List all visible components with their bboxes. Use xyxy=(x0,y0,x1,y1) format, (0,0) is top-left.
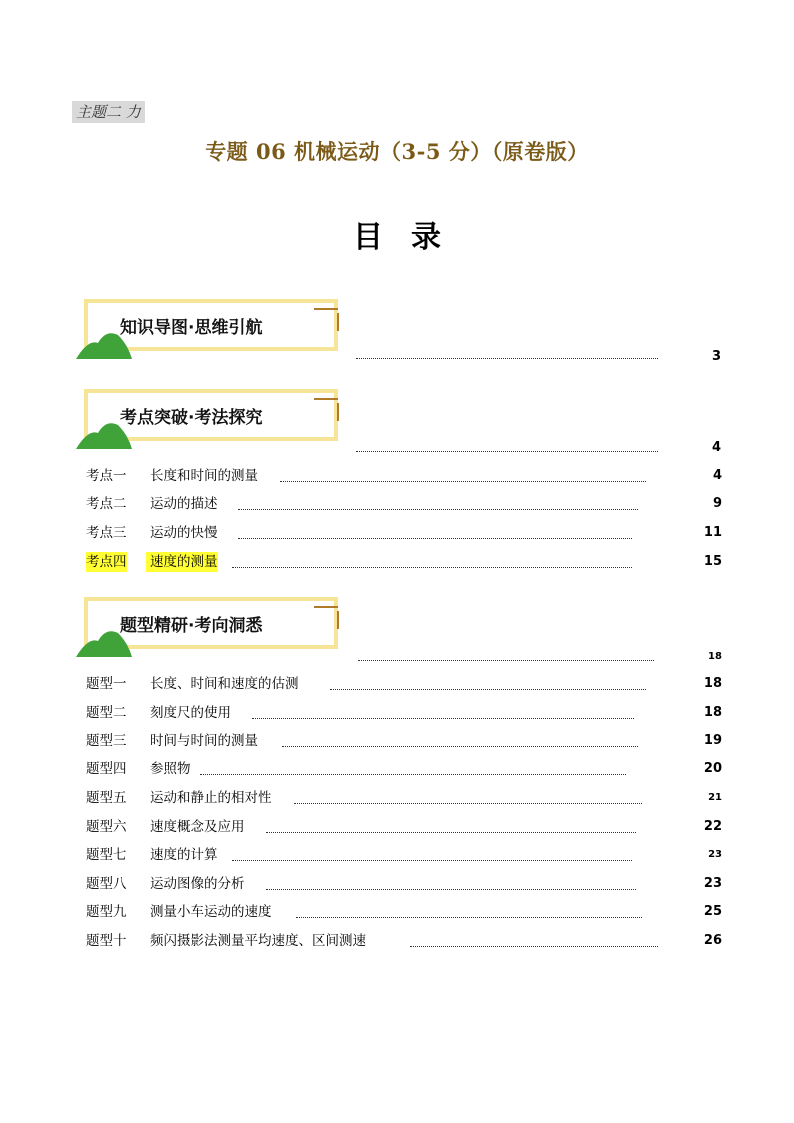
dot-leader xyxy=(282,746,638,747)
dot-leader xyxy=(266,832,636,833)
entry-number: 考点三 xyxy=(86,525,127,541)
entry-number: 题型二 xyxy=(86,705,127,721)
dot-leader xyxy=(330,689,646,690)
entry-title: 速度概念及应用 xyxy=(150,819,245,835)
section-banner-kaodian[interactable] xyxy=(76,389,356,455)
toc-title: 目录 xyxy=(353,220,469,255)
entry-title: 运动图像的分析 xyxy=(150,876,245,892)
entry-number: 考点二 xyxy=(86,496,127,512)
toc-entry[interactable] xyxy=(86,817,722,837)
toc-entry[interactable] xyxy=(86,931,722,951)
entry-title: 长度、时间和速度的估测 xyxy=(150,676,299,692)
toc-entry[interactable] xyxy=(86,788,722,808)
entry-number: 题型三 xyxy=(86,733,127,749)
toc-entry[interactable] xyxy=(86,845,722,865)
entry-number: 题型十 xyxy=(86,933,127,949)
entry-title: 长度和时间的测量 xyxy=(150,468,258,484)
entry-number: 考点四 xyxy=(86,554,127,570)
entry-page: 18 xyxy=(703,705,722,720)
dot-leader xyxy=(356,451,658,452)
dot-leader xyxy=(294,803,642,804)
entry-title: 时间与时间的测量 xyxy=(150,733,258,749)
entry-number: 题型一 xyxy=(86,676,127,692)
section-page-number: 3 xyxy=(712,349,722,364)
section-banner-knowledge-map[interactable] xyxy=(76,299,356,365)
toc-entry[interactable] xyxy=(86,494,722,514)
dot-leader xyxy=(280,481,646,482)
entry-page: 23 xyxy=(708,849,722,860)
entry-page: 9 xyxy=(712,496,722,511)
entry-page: 19 xyxy=(703,733,722,748)
entry-page: 11 xyxy=(703,525,722,540)
entry-title: 速度的计算 xyxy=(150,847,218,863)
toc-entry[interactable] xyxy=(86,523,722,543)
section-banner-tixing[interactable] xyxy=(76,597,356,663)
entry-number: 题型四 xyxy=(86,761,127,777)
entry-number: 考点一 xyxy=(86,468,127,484)
entry-page: 20 xyxy=(703,761,722,776)
section-page-number: 4 xyxy=(712,440,722,455)
dot-leader xyxy=(232,567,632,568)
entry-page: 15 xyxy=(703,554,722,569)
entry-number: 题型六 xyxy=(86,819,127,835)
section-label: 题型精研·考向洞悉 xyxy=(120,616,263,636)
theme-tag: 主题二 力 xyxy=(72,101,145,123)
dot-leader xyxy=(410,946,658,947)
entry-title: 运动的描述 xyxy=(150,496,218,512)
entry-page: 26 xyxy=(703,933,722,948)
entry-title: 刻度尺的使用 xyxy=(150,705,231,721)
entry-title: 测量小车运动的速度 xyxy=(150,904,272,920)
toc-entry[interactable] xyxy=(86,874,722,894)
dot-leader xyxy=(252,718,634,719)
toc-entry[interactable] xyxy=(86,674,722,694)
dot-leader xyxy=(356,358,658,359)
entry-title: 运动的快慢 xyxy=(150,525,218,541)
entry-page: 4 xyxy=(712,468,722,483)
entry-title: 速度的测量 xyxy=(146,552,218,572)
section-label: 知识导图·思维引航 xyxy=(120,318,263,338)
dot-leader xyxy=(266,889,636,890)
entry-number: 题型八 xyxy=(86,876,127,892)
entry-page: 22 xyxy=(703,819,722,834)
entry-title: 参照物 xyxy=(150,761,191,777)
section-page-number: 18 xyxy=(708,651,722,662)
entry-title: 频闪摄影法测量平均速度、区间测速 xyxy=(150,933,366,949)
toc-entry-highlighted[interactable] xyxy=(86,552,722,572)
entry-title: 运动和静止的相对性 xyxy=(150,790,272,806)
dot-leader xyxy=(238,538,632,539)
section-label: 考点突破·考法探究 xyxy=(120,408,263,428)
toc-entry[interactable] xyxy=(86,731,722,751)
dot-leader xyxy=(296,917,642,918)
toc-entry[interactable] xyxy=(86,703,722,723)
entry-page: 23 xyxy=(703,876,722,891)
toc-entry[interactable] xyxy=(86,759,722,779)
toc-entry[interactable] xyxy=(86,466,722,486)
entry-page: 18 xyxy=(703,676,722,691)
entry-page: 25 xyxy=(703,904,722,919)
entry-number: 题型九 xyxy=(86,904,127,920)
document-title: 专题 06 机械运动（3-5 分）（原卷版） xyxy=(205,139,589,164)
dot-leader xyxy=(238,509,638,510)
entry-number: 题型七 xyxy=(86,847,127,863)
toc-entry[interactable] xyxy=(86,902,722,922)
dot-leader xyxy=(200,774,626,775)
dot-leader xyxy=(232,860,632,861)
entry-page: 21 xyxy=(708,792,722,803)
entry-number: 题型五 xyxy=(86,790,127,806)
dot-leader xyxy=(358,660,654,661)
